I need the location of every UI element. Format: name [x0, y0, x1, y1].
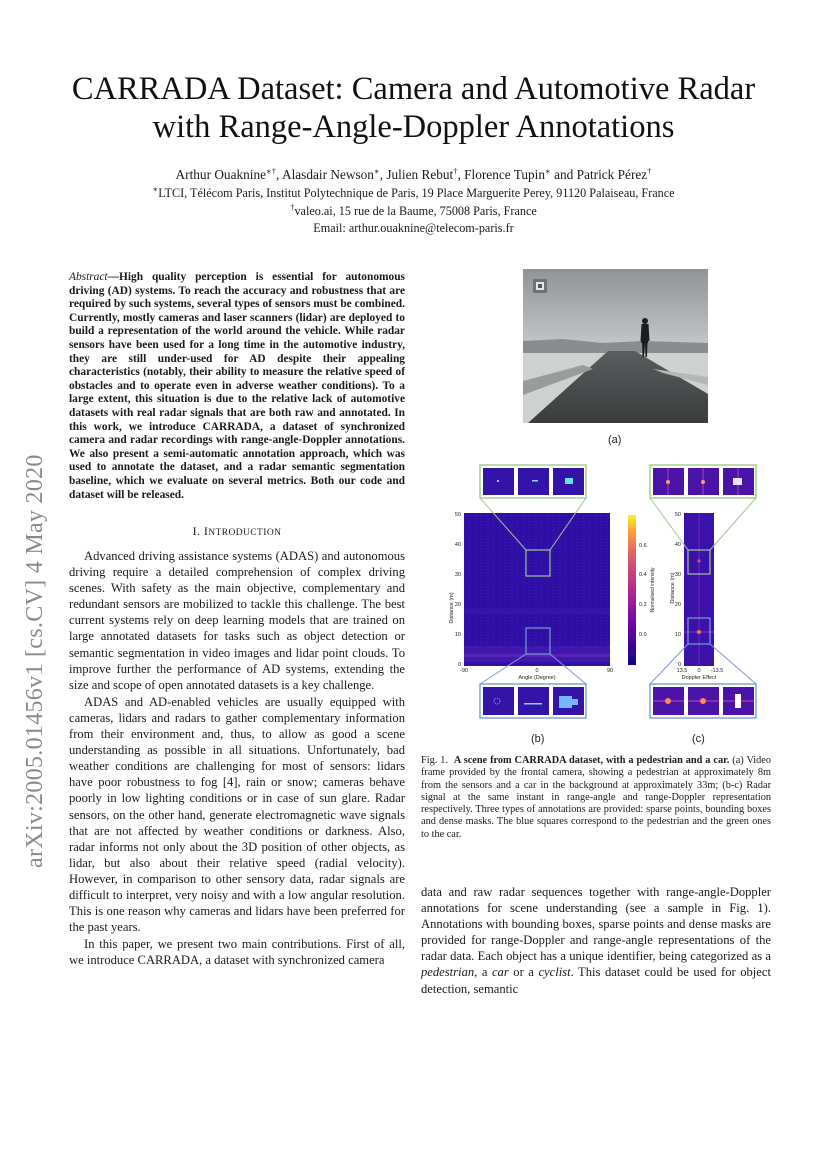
affiliation-text: valeo.ai, 15 rue de la Baume, 75008 Paris, France	[294, 204, 537, 218]
author-name: Florence Tupin	[464, 167, 546, 182]
colorbar-tick: 0.0	[639, 632, 647, 638]
figure-label-a: (a)	[608, 434, 622, 446]
rd-xtick: 13.5	[676, 668, 688, 674]
author-affiliation-mark: †	[647, 166, 652, 176]
caption-text: (a) Video frame provided by the frontal camera, showing a pedestrian at approximately 8m from the sensors and a car in the background at approximately 33m; (b-c) Radar signal at the same instant in range-angle and range-Doppler representation respectively. Three types of annotations are provided: sparse points, bounding boxes and dense masks. The blue squares correspond to the pedestrian and the green ones to the car.	[421, 755, 771, 840]
title-line-1: CARRADA Dataset: Camera and Automotive Radar	[71, 71, 756, 107]
author-name: Alasdair Newson	[281, 167, 374, 182]
class-car: car	[491, 965, 509, 980]
abstract-label: Abstract	[69, 271, 108, 283]
title-line-2: with Range-Angle-Doppler Annotations	[152, 109, 675, 145]
abstract	[69, 271, 405, 502]
ra-ylabel: Distance (m)	[449, 592, 455, 624]
author-affiliation-mark: ∗	[545, 166, 551, 176]
rd-ylabel: Distance (m)	[670, 572, 676, 604]
abstract-dash: —	[107, 271, 119, 283]
author-affiliation-mark: ∗	[373, 166, 380, 176]
ra-ytick: 0	[457, 662, 461, 668]
range-angle-heatmap	[464, 513, 610, 666]
rd-xlabel: Doppler Effect	[681, 675, 717, 681]
paragraph: Advanced driving assistance systems (ADAS) and autonomous driving require a detailed comprehension of complex driving scenes. With safety as the main objective, complementary and redundant sensors are mobilized to tackle this challenge. The best current systems rely on deep learning models that are trained on large annotated datasets for tasks such as object detection or semantic segmentation in video images and lidar point clouds. To improve further the performance of AD systems, extending the size and scope of open annotated datasets is a key challenge.	[69, 549, 405, 692]
figure-caption	[421, 755, 771, 841]
colorbar-tick: 0.2	[639, 602, 647, 608]
paragraph: ADAS and AD-enabled vehicles are usually equipped with cameras, lidars and radars to gather complementary information from their environment and, thus, to allow as good a scene understanding as possible in all situations. Unfortunately, bad weather conditions are challenging for most of sensors: lidars have poor robustness to fog [4], rain or snow; cameras behave poorly in low lighting conditions or in case of sun glare. Radar sensors, on the other hand, generate electromagnetic wave signals that are not affected by weather conditions or darkness. Also, radar informs not only about the 3D position of other objects, as lidar, but also about their relative speed (radial velocity). However, in comparison to other sensory data, radar signals are difficult to interpret, very noisy and with a low angular resolution. This is one reason why cameras and lidars have been preferred for the past years.	[69, 694, 405, 935]
author-affiliation-mark: ∗†	[266, 166, 277, 176]
class-cyclist: cyclist	[538, 965, 571, 980]
ra-xtick: -90	[460, 668, 468, 674]
affiliation-valeo	[40, 204, 787, 219]
affiliation-ltci	[40, 186, 787, 201]
rd-ytick: 10	[674, 632, 681, 638]
affiliation-mark: ∗	[152, 184, 159, 194]
rd-ytick: 0	[677, 662, 681, 668]
colorbar-label: Normalised intensity	[650, 567, 656, 613]
ra-xtick: 0	[535, 668, 539, 674]
colorbar-tick: 0.6	[639, 543, 647, 549]
section-title: INTRODUCTION	[203, 524, 282, 538]
colorbar-tick: 0.4	[639, 572, 647, 578]
author-affiliation-mark: †	[453, 166, 458, 176]
arxiv-identifier: arXiv:2005.01456v1 [cs.CV] 4 May 2020	[22, 454, 48, 868]
rd-xtick: -13.5	[710, 668, 724, 674]
author-name: Julien Rebut	[386, 167, 454, 182]
ra-xlabel: Angle (Degree)	[518, 675, 556, 681]
paragraph: In this paper, we present two main contributions. First of all, we introduce CARRADA, a dataset with synchronized camera	[69, 937, 405, 968]
ra-ytick: 20	[454, 602, 461, 608]
rd-ytick: 50	[674, 512, 681, 518]
text-run: , a	[474, 965, 492, 980]
caption-prefix: Fig. 1.	[421, 755, 448, 766]
rd-ytick: 40	[674, 542, 681, 548]
camera-frame-image	[523, 269, 708, 423]
ra-xtick: 90	[606, 668, 614, 674]
ra-ytick: 50	[454, 512, 461, 518]
ra-ytick: 30	[454, 572, 461, 578]
rd-xtick: 0	[697, 668, 701, 674]
introduction-body	[69, 548, 405, 969]
right-column-text	[421, 884, 771, 997]
affiliation-mark: †	[290, 202, 295, 212]
class-pedestrian: pedestrian	[421, 965, 475, 980]
figure-label-c: (c)	[692, 733, 705, 745]
contact-email[interactable]: Email: arthur.ouaknine@telecom-paris.fr	[313, 221, 514, 235]
radar-figure	[420, 458, 780, 728]
affiliation-text: LTCI, Télécom Paris, Institut Polytechnique de Paris, 19 Place Marguerite Perey, 91120 Palaiseau, France	[158, 186, 675, 200]
abstract-text: High quality perception is essential for autonomous driving (AD) systems. To reach the accuracy and robustness that are required by such systems, several types of sensors must be combined. Currently, mostly cameras and laser scanners (lidar) are deployed to build a representation of the world around the vehicle. While radar sensors have been used for a long time in the automotive industry, they are still under-used for AD despite their appealing characteristics (notably, their ability to measure the relative speed of obstacles and to operate even in adverse weather conditions). To a large extent, this situation is due to the relative lack of automotive datasets with real radar signals that are both raw and annotated. In this work, we introduce CARRADA, a dataset of synchronized camera and radar recordings with range-angle-Doppler annotations. We also present a semi-automatic annotation approach, which was used to annotate the dataset, and a radar semantic segmentation baseline, which we evaluate on several metrics. Both our code and dataset will be released.	[69, 271, 405, 501]
author-name: Patrick Pérez	[576, 167, 648, 182]
text-run: data and raw radar sequences together with range-angle-Doppler annotations for scene understanding (see a sample in Fig. 1). Annotations with bounding boxes, sparse points and dense masks are provided for range-Doppler and range-angle representations of the radar data. Each object has a unique identifier, being categorized as a	[421, 885, 771, 964]
colorbar	[628, 515, 636, 665]
figure-label-b: (b)	[531, 733, 545, 745]
rd-ytick: 20	[674, 602, 681, 608]
caption-bold: A scene from CARRADA dataset, with a pedestrian and a car.	[453, 755, 730, 766]
author-name: Arthur Ouaknine	[175, 167, 267, 182]
author-list: Arthur Ouaknine∗†, Alasdair Newson∗, Julien Rebut†, Florence Tupin∗ and Patrick Pérez†	[175, 166, 652, 182]
text-run: or a	[508, 965, 539, 980]
ra-ytick: 10	[454, 632, 461, 638]
section-heading-introduction: I. INTRODUCTION	[192, 524, 282, 538]
text-run: . This dataset could be used for object detection, semantic	[421, 965, 771, 996]
rd-ytick: 30	[674, 572, 681, 578]
ra-ytick: 40	[454, 542, 461, 548]
paper-title	[40, 70, 787, 146]
